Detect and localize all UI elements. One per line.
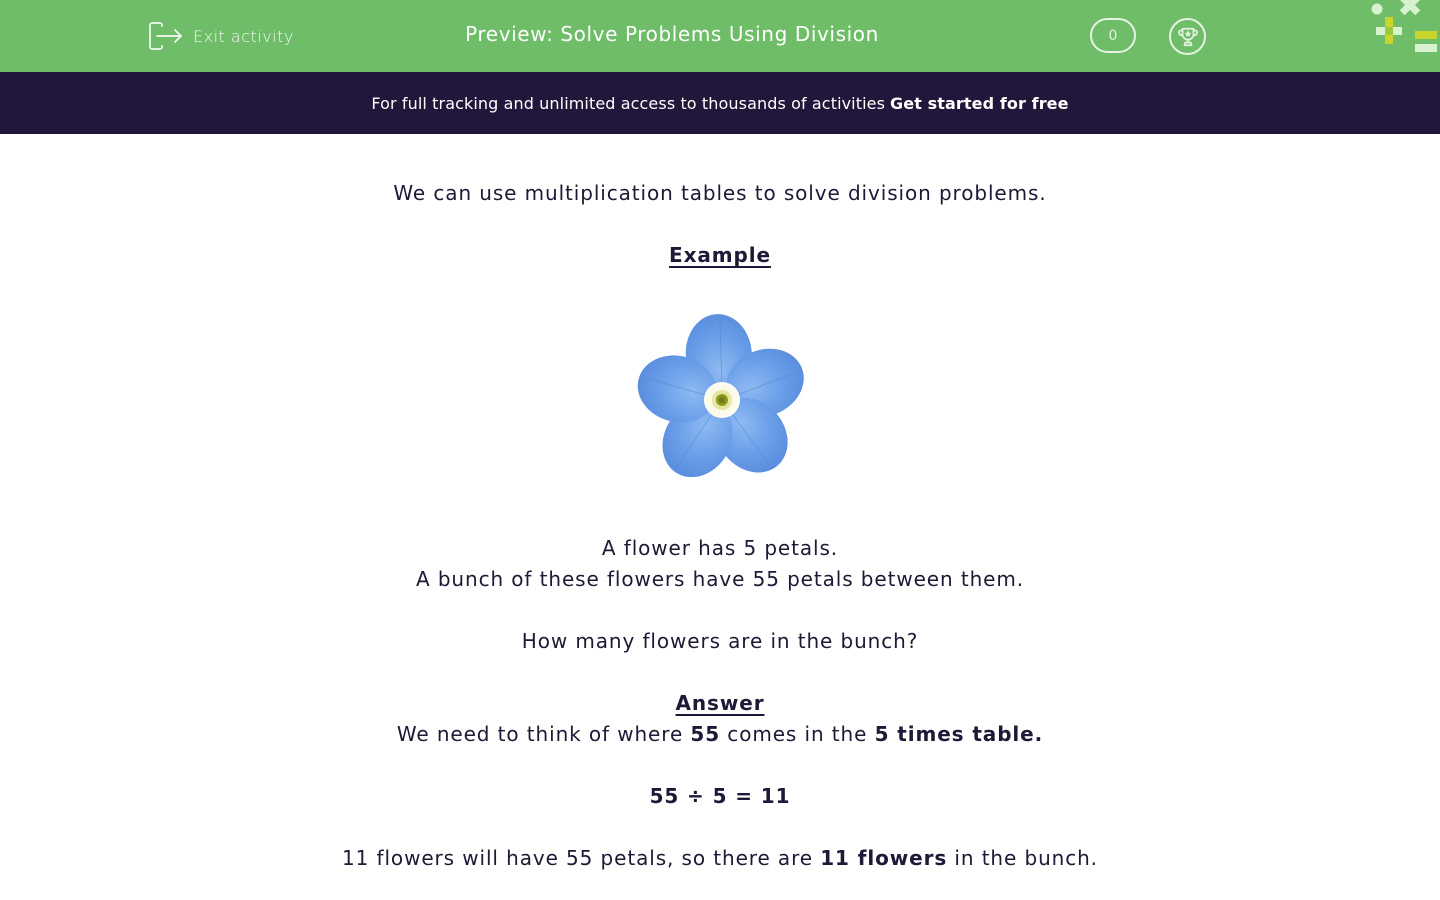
intro-text: We can use multiplication tables to solve division problems.	[393, 181, 1047, 205]
bold-times-table: 5 times table.	[874, 722, 1044, 746]
bold-11-flowers: 11 flowers	[820, 846, 948, 870]
problem-line-2: A bunch of these flowers have 55 petals between them.	[415, 567, 1025, 591]
problem-line-1: A flower has 5 petals.	[601, 536, 839, 560]
example-heading: Example	[669, 243, 771, 267]
exit-activity-label: Exit activity	[193, 26, 294, 46]
promo-banner	[0, 72, 1440, 134]
get-started-link[interactable]: Get started for free	[890, 93, 1069, 113]
score-counter: 0	[1090, 18, 1136, 53]
trophy-icon	[1177, 26, 1199, 48]
math-symbols-logo	[1366, 0, 1440, 56]
answer-heading: Answer	[675, 691, 765, 715]
question-text: How many flowers are in the bunch?	[521, 629, 919, 653]
flower-image	[636, 312, 808, 484]
exit-door-arrow-icon	[149, 22, 183, 50]
bold-55: 55	[690, 722, 721, 746]
top-header	[0, 0, 1440, 72]
division-equation: 55 ÷ 5 = 11	[649, 784, 791, 808]
promo-text: For full tracking and unlimited access to thousands of activities	[371, 93, 886, 113]
page-title: Preview: Solve Problems Using Division	[465, 22, 879, 46]
conclusion-text: 11 flowers will have 55 petals, so there are 11 flowers in the bunch.	[342, 846, 1098, 870]
answer-explanation: We need to think of where 55 comes in the 5 times table.	[396, 722, 1044, 746]
trophy-button[interactable]	[1169, 18, 1206, 55]
exit-activity-button[interactable]	[149, 22, 294, 50]
